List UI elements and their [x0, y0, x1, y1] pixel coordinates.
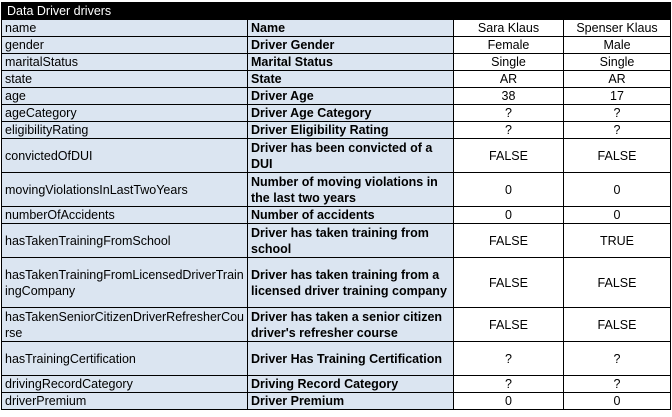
- row-name-key[interactable]: gender: [2, 37, 248, 54]
- table-row: [2, 54, 671, 71]
- row-label[interactable]: Marital Status: [248, 54, 454, 71]
- row-label[interactable]: Number of moving violations in the last two years: [248, 173, 454, 207]
- row-label[interactable]: Driver Age: [248, 88, 454, 105]
- row-name-key[interactable]: ageCategory: [2, 105, 248, 122]
- row-name-key[interactable]: age: [2, 88, 248, 105]
- row-name-key[interactable]: maritalStatus: [2, 54, 248, 71]
- table-row: [2, 88, 671, 105]
- row-value-driver-2[interactable]: FALSE: [564, 139, 671, 173]
- table-row: [2, 258, 671, 308]
- row-value-driver-2[interactable]: ?: [564, 122, 671, 139]
- row-value-driver-2[interactable]: ?: [564, 376, 671, 393]
- row-value-driver-2[interactable]: Single: [564, 54, 671, 71]
- row-value-driver-1[interactable]: ?: [454, 122, 564, 139]
- table-row: [2, 342, 671, 376]
- row-value-driver-2[interactable]: ?: [564, 105, 671, 122]
- table-row: [2, 37, 671, 54]
- row-value-driver-1[interactable]: ?: [454, 342, 564, 376]
- row-value-driver-1[interactable]: ?: [454, 376, 564, 393]
- row-name-key[interactable]: hasTrainingCertification: [2, 342, 248, 376]
- table-row: [2, 122, 671, 139]
- row-label[interactable]: Driving Record Category: [248, 376, 454, 393]
- table-row: [2, 105, 671, 122]
- row-name-key[interactable]: hasTakenTrainingFromSchool: [2, 224, 248, 258]
- row-value-driver-2[interactable]: 0: [564, 207, 671, 224]
- row-name-key[interactable]: eligibilityRating: [2, 122, 248, 139]
- row-name-key[interactable]: state: [2, 71, 248, 88]
- row-name-key[interactable]: hasTakenTrainingFromLicensedDriverTrainingCompany: [2, 258, 248, 308]
- row-label[interactable]: Driver Eligibility Rating: [248, 122, 454, 139]
- table-row: [2, 376, 671, 393]
- table-row: [2, 139, 671, 173]
- table-row: [2, 393, 671, 410]
- header-name-label[interactable]: Name: [248, 20, 454, 37]
- data-table: [1, 2, 671, 410]
- row-label[interactable]: Driver Has Training Certification: [248, 342, 454, 376]
- row-label[interactable]: Driver Premium: [248, 393, 454, 410]
- row-value-driver-1[interactable]: Female: [454, 37, 564, 54]
- row-label[interactable]: Driver Age Category: [248, 105, 454, 122]
- table-title[interactable]: Data Driver drivers: [2, 3, 671, 20]
- row-value-driver-1[interactable]: FALSE: [454, 139, 564, 173]
- table-row: [2, 224, 671, 258]
- table-row: [2, 308, 671, 342]
- table-row: [2, 71, 671, 88]
- row-value-driver-2[interactable]: ?: [564, 342, 671, 376]
- row-value-driver-2[interactable]: TRUE: [564, 224, 671, 258]
- row-value-driver-1[interactable]: FALSE: [454, 308, 564, 342]
- row-value-driver-1[interactable]: Single: [454, 54, 564, 71]
- row-name-key[interactable]: hasTakenSeniorCitizenDriverRefresherCourse: [2, 308, 248, 342]
- row-value-driver-1[interactable]: FALSE: [454, 224, 564, 258]
- row-value-driver-2[interactable]: 0: [564, 173, 671, 207]
- row-label[interactable]: Driver has been convicted of a DUI: [248, 139, 454, 173]
- row-value-driver-2[interactable]: Male: [564, 37, 671, 54]
- row-value-driver-1[interactable]: AR: [454, 71, 564, 88]
- header-name-key[interactable]: name: [2, 20, 248, 37]
- row-label[interactable]: Driver Gender: [248, 37, 454, 54]
- table-row: [2, 173, 671, 207]
- row-value-driver-2[interactable]: FALSE: [564, 308, 671, 342]
- row-value-driver-1[interactable]: 0: [454, 207, 564, 224]
- row-label[interactable]: Driver has taken a senior citizen driver's refresher course: [248, 308, 454, 342]
- row-name-key[interactable]: convictedOfDUI: [2, 139, 248, 173]
- row-label[interactable]: Driver has taken training from a licensed driver training company: [248, 258, 454, 308]
- row-value-driver-2[interactable]: FALSE: [564, 258, 671, 308]
- row-name-key[interactable]: driverPremium: [2, 393, 248, 410]
- row-value-driver-1[interactable]: 0: [454, 173, 564, 207]
- row-value-driver-2[interactable]: 17: [564, 88, 671, 105]
- header-driver-2[interactable]: Spenser Klaus: [564, 20, 671, 37]
- row-label[interactable]: State: [248, 71, 454, 88]
- row-value-driver-2[interactable]: 0: [564, 393, 671, 410]
- row-value-driver-1[interactable]: FALSE: [454, 258, 564, 308]
- row-value-driver-2[interactable]: AR: [564, 71, 671, 88]
- row-name-key[interactable]: drivingRecordCategory: [2, 376, 248, 393]
- row-value-driver-1[interactable]: ?: [454, 105, 564, 122]
- row-name-key[interactable]: numberOfAccidents: [2, 207, 248, 224]
- header-driver-1[interactable]: Sara Klaus: [454, 20, 564, 37]
- title-row: [2, 3, 671, 20]
- row-value-driver-1[interactable]: 0: [454, 393, 564, 410]
- row-value-driver-1[interactable]: 38: [454, 88, 564, 105]
- row-label[interactable]: Driver has taken training from school: [248, 224, 454, 258]
- table-row: [2, 207, 671, 224]
- row-label[interactable]: Number of accidents: [248, 207, 454, 224]
- header-row: [2, 20, 671, 37]
- row-name-key[interactable]: movingViolationsInLastTwoYears: [2, 173, 248, 207]
